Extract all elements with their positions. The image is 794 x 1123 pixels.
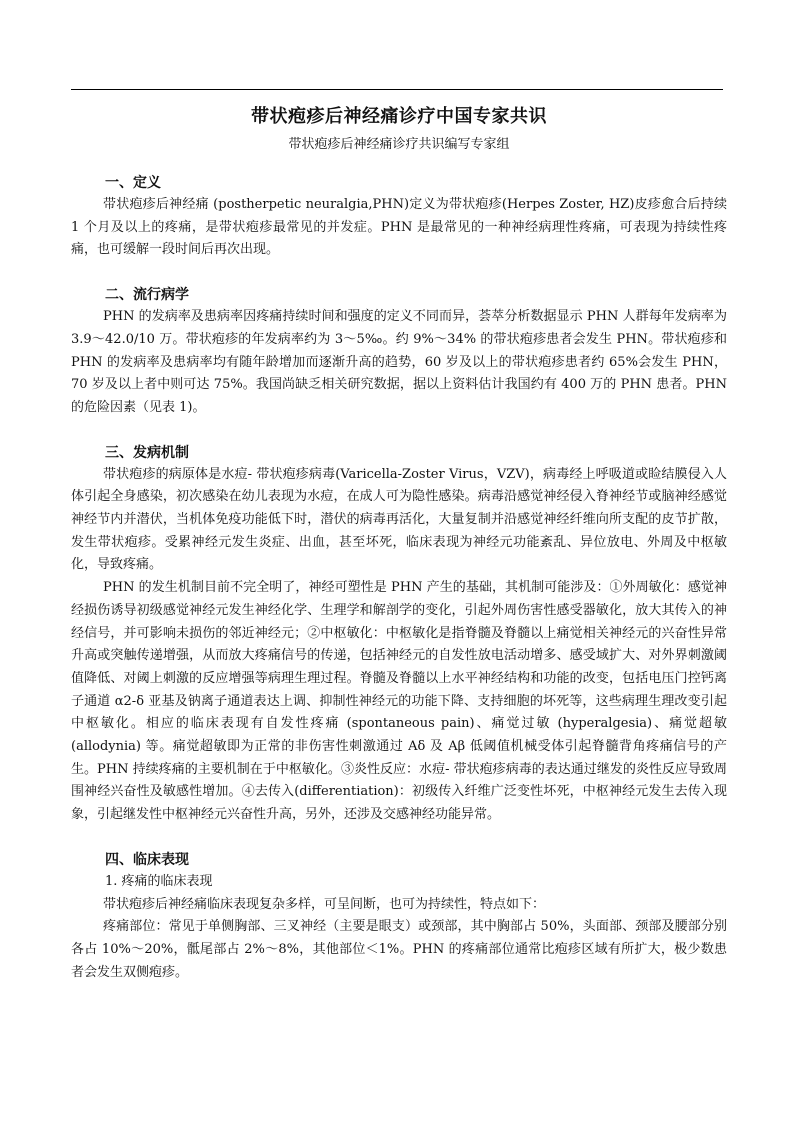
document-page: [71, 100, 727, 984]
section-epidemiology: [71, 284, 727, 420]
paragraph: PHN 的发病率及患病率因疼痛持续时间和强度的定义不同而异，荟萃分析数据显示 PHN 人群每年发病率为 3.9～42.0/10 万。带状疱疹的年发病率约为 3～5‰。约 9%～34% 的带状疱疹患者会发生 PHN。带状疱疹和 PHN 的发病率及患病率均有随年龄增加而逐渐升高的趋势，60 岁及以上的带状疱疹患者约 65%会发生 PHN，70 岁及以上者中则可达 75%。我国尚缺乏相关研究数据，据以上资料估计我国约有 400 万的 PHN 患者。PHN 的危险因素（见表 1)。: [71, 309, 727, 415]
paragraph: 带状疱疹的病原体是水痘- 带状疱疹病毒(Varicella-Zoster Virus，VZV)，病毒经上呼吸道或睑结膜侵入人体引起全身感染，初次感染在幼儿表现为水痘，在成人可为隐性感染。病毒沿感觉神经侵入脊神经节或脑神经感觉神经节内并潜伏，当机体免疫功能低下时，潜伏的病毒再活化，大量复制并沿感觉神经纤维向所支配的皮节扩散，发生带状疱疹。受累神经元发生炎症、出血，甚至坏死，临床表现为神经元功能紊乱、异位放电、外周及中枢敏化，导致疼痛。: [71, 466, 727, 573]
section-heading: 二、流行病学: [105, 287, 189, 304]
section-heading: 三、发病机制: [105, 444, 189, 461]
paragraph: PHN 的发生机制目前不完全明了，神经可塑性是 PHN 产生的基础，其机制可能涉及：①外周敏化：感觉神经损伤诱导初级感觉神经元发生神经化学、生理学和解剖学的变化，引起外周伤害性感受器敏化，放大其传入的神经信号，并可影响未损伤的邻近神经元；②中枢敏化：中枢敏化是指脊髓及脊髓以上痛觉相关神经元的兴奋性异常升高或突触传递增强，从而放大疼痛信号的传递，包括神经元的自发性放电活动增多、感受域扩大、对外界刺激阈值降低、对阈上刺激的反应增强等病理生理过程。脊髓及脊髓以上水平神经结构和功能的改变，包括电压门控钙离子通道 α2-δ 亚基及钠离子通道表达上调、抑制性神经元的功能下降、支持细胞的坏死等，这些病理生理改变引起中枢敏化。相应的临床表现有自发性疼痛 (spontaneous pain)、痛觉过敏 (hyperalgesia)、痛觉超敏 (allodynia) 等。痛觉超敏即为正常的非伤害性刺激通过 Aδ 及 Aβ 低阈值机械受体引起脊髓背角疼痛信号的产生。PHN 持续疼痛的主要机制在于中枢敏化。③炎性反应：水痘- 带状疱疹病毒的表达通过继发的炎性反应导致周围神经兴奋性及敏感性增加。④去传入(differentiation)：初级传入纤维广泛变性坏死，中枢神经元发生去传入现象，引起继发性中枢神经元兴奋性升高，另外，还涉及交感神经功能异常。: [71, 580, 727, 823]
section-clinical: [71, 849, 727, 985]
section-gap: [71, 262, 727, 284]
paragraph: 疼痛部位：常见于单侧胸部、三叉神经（主要是眼支）或颈部，其中胸部占 50%，头面部、颈部及腰部分别各占 10%～20%，骶尾部占 2%～8%，其他部位＜1%。PHN 的疼痛部位通常比疱疹区域有所扩大，极少数患者会发生双侧疱疹。: [71, 919, 727, 980]
subsection-heading: 1. 疼痛的临床表现: [105, 873, 213, 889]
document-author: 带状疱疹后神经痛诊疗共识编写专家组: [288, 137, 510, 152]
section-gap: [71, 827, 727, 849]
header-rule: [71, 89, 723, 90]
section-gap: [71, 420, 727, 442]
paragraph: 带状疱疹后神经痛 (postherpetic neuralgia,PHN)定义为带状疱疹(Herpes Zoster, HZ)皮疹愈合后持续 1 个月及以上的疼痛，是带状疱疹最常见的并发症。PHN 是最常见的一种神经病理性疼痛，可表现为持续性疼痛，也可缓解一段时间后再次出现。: [71, 197, 727, 258]
section-heading: 一、定义: [105, 175, 161, 191]
document-title: 带状疱疹后神经痛诊疗中国专家共识: [251, 106, 547, 127]
section-definition: [71, 172, 727, 262]
section-pathogenesis: [71, 442, 727, 827]
section-heading: 四、临床表现: [105, 851, 189, 868]
paragraph: 带状疱疹后神经痛临床表现复杂多样，可呈间断，也可为持续性，特点如下：: [103, 896, 546, 912]
